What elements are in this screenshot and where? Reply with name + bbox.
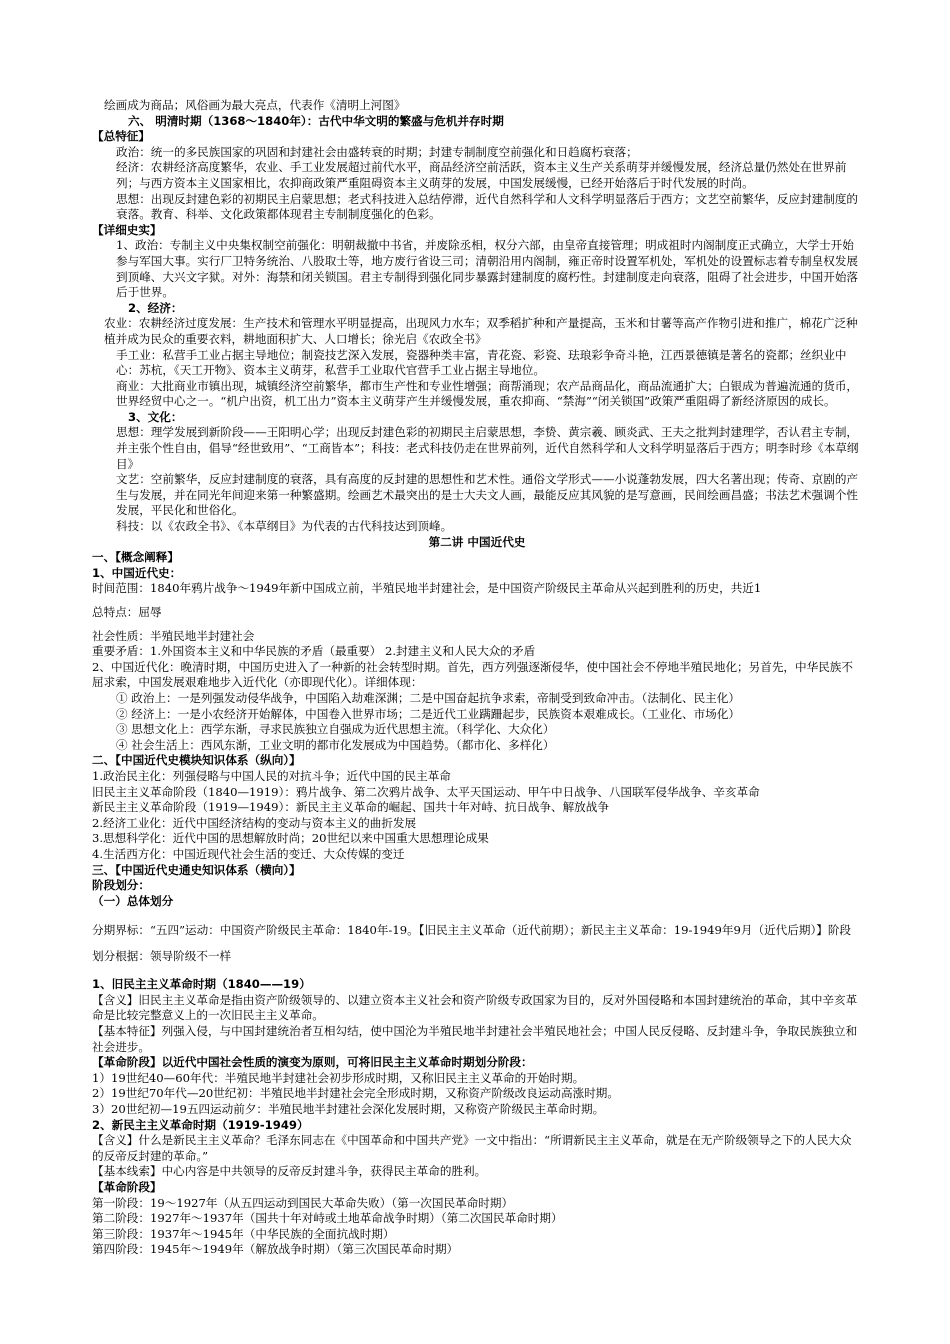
text-line: 第一阶段：19～1927年（从五四运动到国民大革命失败）（第一次国民革命时期） [92, 1195, 514, 1210]
text-line: 第四阶段：1945年～1949年（解放战争时期）（第三次国民革命时期） [92, 1242, 459, 1257]
text-line: 一、【概念阐释】 [92, 550, 179, 565]
text-line: 经济：农耕经济高度繁华，农业、手工业发展超过前代水平，商品经济空前活跃，资本主义生产关系萌芽并缓慢发展，经济总量仍然处在世界前列；与西方资本主义国家相比，农抑商政策严重阻碍资本主义萌芽的发展，中国发展缓慢，已经开始落后于时代发展的时尚。 [116, 160, 847, 190]
spacer [92, 969, 862, 977]
text-line: 二、【中国近代史模块知识体系（纵向）】 [92, 753, 301, 768]
text-line: 第二阶段：1927年～1937年（国共十年对峙或土地革命战争时期）（第二次国民革命时期） [92, 1211, 563, 1226]
text-line: 4.生活西方化：中国近现代社会生活的变迁、大众传媒的变迁 [92, 846, 405, 861]
text-line: 【含义】旧民主主义革命是指由资产阶级领导的、以建立资本主义社会和资产阶级专政国家为目的，反对外国侵略和本国封建统治的革命，其中辛亥革命是比较完整意义上的一次旧民主主义革命。 [92, 992, 858, 1023]
text-line: 2、新民主主义革命时期（1919-1949） [92, 1117, 309, 1132]
text-line: 【基本线索】中心内容是中共领导的反帝反封建斗争，获得民主革命的胜利。 [92, 1164, 487, 1179]
text-line: 1、中国近代史： [92, 565, 182, 580]
text-line: 【革命阶段】 [92, 1180, 162, 1194]
text-line: 3.思想科学化：近代中国的思想解放时尚；20世纪以来中国重大思想理论成果 [92, 831, 489, 846]
text-line: 1.政治民主化：列强侵略与中国人民的对抗斗争；近代中国的民主革命 [92, 768, 451, 783]
text-line: 【基本特征】列强入侵，与中国封建统治者互相勾结，使中国沦为半殖民地半封建社会半殖民地社会；中国人民反侵略、反封建斗争，争取民族独立和社会进步。 [92, 1024, 858, 1054]
text-line: 3）20世纪初—19五四运动前夕：半殖民地半封建社会深化发展时期，又称资产阶级民主革命时期。 [92, 1102, 605, 1117]
document-page [92, 98, 862, 1258]
text-line: 六、 明清时期（1368～1840年）：古代中华文明的繁盛与危机并存时期 [128, 113, 504, 128]
text-line: 农业：农耕经济过度发展：生产技术和管理水平明显提高，出现风力水车；双季稻扩种和产量提高，玉米和甘薯等高产作物引进和推广，棉花广泛种植并成为民众的重要衣料，耕地面积扩大、人口增长；徐光启《农政全书》 [104, 316, 858, 346]
text-line: （一）总体划分 [92, 893, 174, 908]
text-line: 阶段划分： [92, 878, 150, 893]
text-line: 绘画成为商品；风俗画为最大亮点，代表作《清明上河图》 [104, 98, 406, 112]
text-line: 时间范围：1840年鸦片战争～1949年新中国成立前，半殖民地半封建社会，是中国资产阶级民主革命从兴起到胜利的历史，共近1 [92, 581, 762, 596]
text-line: 总特点：屈辱 [92, 605, 162, 619]
text-line: 1、政治：专制主义中央集权制空前强化：明朝裁撤中书省，并废除丞相，权分六部，由皇帝直接管理；明成祖时内阁制度正式确立，大学士开始参与军国大事。实行厂卫特务统治、八股取士等，地方废行省设三司；清朝沿用内阁制，雍正帝时设置军机处，军机处的设置标志着专制皇权发展到顶峰、大兴文字狱。对外：海禁和闭关锁国。君主专制得到强化同步暴露封建制度的腐朽性。封建制度走向衰落，阻碍了社会进步，中国开始落后于世界。 [116, 238, 859, 300]
text-line: 三、【中国近代史通史知识体系（横向）】 [92, 862, 301, 877]
text-line: 1）19世纪40—60年代：半殖民地半封建社会初步形成时期，又称旧民主主义革命的开始时期。 [92, 1070, 585, 1085]
text-line: 商业：大批商业市镇出现，城镇经济空前繁华，都市生产性和专业性增强；商帮涌现；农产品商品化，商品流通扩大；白银成为普遍流通的货币，世界经贸中心之一。“机户出资，机工出力”资本主义萌芽产生并缓慢发展，重农抑商、“禁海”“闭关锁国”政策严重阻碍了新经济原因的成长。 [116, 378, 859, 409]
text-line: 科技：以《农政全书》、《本草纲目》为代表的古代科技达到顶峰。 [116, 519, 453, 534]
spacer [92, 621, 862, 629]
text-line: 文艺：空前繁华，反应封建制度的衰落，具有高度的反封建的思想性和艺术性。通俗文学形式——小说蓬勃发展，四大名著出现；传奇、京剧的产生与发展，并在同光年间迎来第一种繁盛期。绘画艺术最突出的是士大夫文人画，最能反应其风貌的是写意画，民间绘画昌盛；书法艺术强调个性发展，平民化和世俗化。 [116, 472, 859, 518]
text-line: 政治：统一的多民族国家的巩固和封建社会由盛转衰的时期；封建专制制度空前强化和日趋腐朽衰落； [116, 144, 638, 159]
spacer [92, 909, 862, 917]
text-line: 第二讲 中国近代史 [428, 534, 526, 549]
spacer [92, 597, 862, 605]
text-line: 2、经济： [128, 300, 183, 315]
text-line: 1、旧民主主义革命时期（1840——19） [92, 977, 311, 992]
text-line: ① 政治上：一是列强发动侵华战争，中国陷入劫难深渊；二是中国奋起抗争求索，帝制受到致命冲击。（法制化、民主化） [116, 690, 740, 705]
text-line: 分期界标：“五四”运动：中国资产阶级民主革命：1840年-19。【旧民主主义革命（近代前期）；新民主主义革命：19-1949年9月（近代后期）】阶段划分根据：领导阶级不一样 [92, 923, 852, 964]
text-line: 思想：出现反封建色彩的初期民主启蒙思想；老式科技进入总结停滞，近代自然科学和人文科学明显落后于西方；文艺空前繁华，反应封建制度的衰落。教育、科举、文化政策都体现君主专制制度强化的色彩。 [116, 191, 859, 222]
text-line: 2、中国近代化：晚清时期，中国历史进入了一种新的社会转型时期。首先，西方列强逐渐侵华，使中国社会不停地半殖民地化；另首先，中华民族不屈求索，中国发展艰难地步入近代化（亦即现代化）。详细体现： [92, 659, 853, 690]
text-line: 新民主主义革命阶段（1919—1949）：新民主主义革命的崛起、国共十年对峙、抗日战争、解放战争 [92, 800, 609, 815]
text-line: ④ 社会生活上：西风东渐，工业文明的都市化发展成为中国趋势。（都市化、多样化） [116, 737, 555, 752]
text-line: ③ 思想文化上：西学东渐，寻求民族独立自强成为近代思想主流。（科学化、大众化） [116, 722, 555, 737]
text-line: 【总特征】 [92, 129, 150, 144]
text-line: 第三阶段：1937年～1945年（中华民族的全面抗战时期） [92, 1226, 395, 1241]
text-line: 2.经济工业化：近代中国经济结构的变动与资本主义的曲折发展 [92, 815, 417, 830]
text-line: 【详细史实】 [92, 222, 162, 237]
text-line: 旧民主主义革命阶段（1840—1919）：鸦片战争、第二次鸦片战争、太平天国运动、甲午中日战争、八国联军侵华战争、辛亥革命 [92, 784, 760, 799]
text-line: 2）19世纪70年代—20世纪初：半殖民地半封建社会完全形成时期，又称资产阶级改良运动高涨时期。 [92, 1086, 619, 1101]
text-line: 手工业：私营手工业占据主导地位；制瓷技艺深入发展，瓷器种类丰富，青花瓷、彩瓷、珐琅彩争奇斗艳，江西景德镇是著名的瓷都；丝织业中心：苏杭，《天工开物》、资本主义萌芽，私营手工业取代官营手工业占据主导地位。 [116, 347, 847, 378]
text-line: ② 经济上：一是小农经济开始解体，中国卷入世界市场；二是近代工业蹒跚起步，民族资本艰难成长。（工业化、市场化） [116, 706, 740, 721]
text-line: 【含义】什么是新民主主义革命？毛泽东同志在《中国革命和中国共产党》一文中指出：“所谓新民主主义革命，就是在无产阶级领导之下的人民大众的反帝反封建的革命。” [92, 1133, 852, 1163]
text-line: 思想：理学发展到新阶段——王阳明心学；出现反封建色彩的初期民主启蒙思想，李贽、黄宗羲、顾炎武、王夫之批判封建理学，否认君主专制，并主张个性自由，倡导“经世致用”、“工商皆本”；科技：老式科技仍走在世界前列，近代自然科学和人文科学明显落后于西方；明李时珍《本草纲目》 [116, 425, 859, 471]
text-line: 社会性质：半殖民地半封建社会 [92, 628, 255, 643]
text-line: 3、文化： [128, 409, 183, 424]
text-line: 重要矛盾：1.外国资本主义和中华民族的矛盾（最重要） 2.封建主义和人民大众的矛盾 [92, 644, 536, 659]
text-line: 【革命阶段】以近代中国社会性质的演变为原则，可将旧民主主义革命时期划分阶段： [92, 1055, 533, 1070]
